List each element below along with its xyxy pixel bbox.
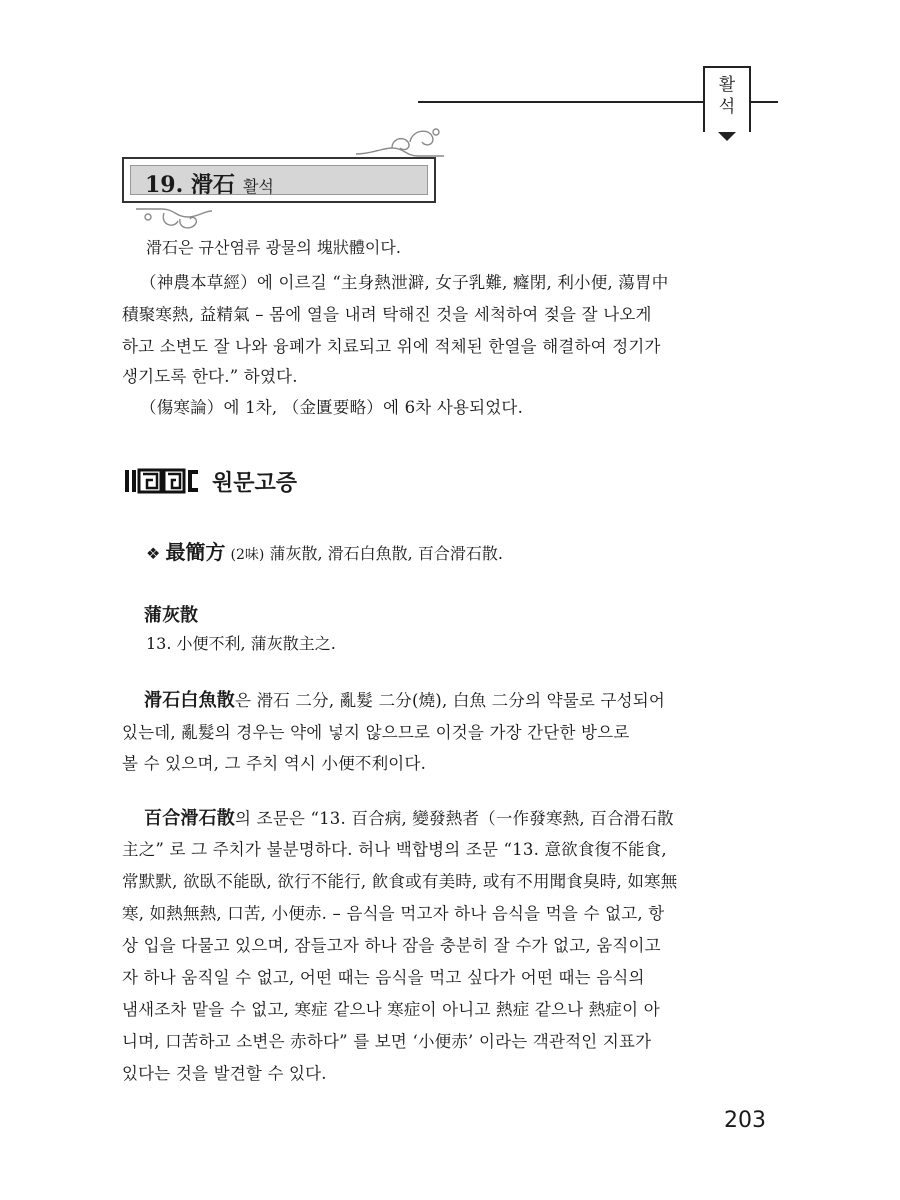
puhui-title: 蒲灰散 — [144, 605, 198, 626]
baihe-huashi-line-9: 있다는 것을 발견할 수 있다. — [122, 1064, 327, 1083]
baihe-huashi-line-1: 百合滑石散의 조문은 “13. 百合病, 變發熱者（一作發寒熱, 百合滑石散 — [144, 808, 674, 829]
simplest-formula-items: 蒲灰散, 滑石白魚散, 百合滑石散. — [269, 544, 503, 563]
simplest-formula-count: (2味) — [230, 547, 265, 563]
simplest-formula-label: 最簡方 — [165, 540, 226, 564]
huashi-baiyu-line-3: 볼 수 있으며, 그 주치 역시 小便不利이다. — [122, 754, 427, 773]
chapter-tab-label: 활 석 — [718, 75, 736, 117]
intro-line-5: 생기도록 한다.” 하였다. — [122, 367, 298, 386]
pattern-icon — [124, 468, 200, 494]
section-heading — [124, 468, 297, 494]
baihe-huashi-line-8: 니며, 口苦하고 소변은 赤하다” 를 보면 ‘小便赤’ 이라는 객관적인 지표가 — [122, 1032, 652, 1051]
baihe-huashi-line-6: 자 하나 움직일 수 없고, 어떤 때는 음식을 먹고 싶다가 어떤 때는 음식의 — [122, 968, 645, 987]
baihe-huashi-line-3: 常默默, 欲臥不能臥, 欲行不能行, 飮食或有美時, 或有不用聞食臭時, 如寒無 — [122, 872, 678, 891]
section-title — [145, 168, 274, 199]
chapter-tab-notch — [718, 132, 736, 141]
intro-line-2: （神農本草經）에 이르길 “主身熱泄澼, 女子乳難, 癃閉, 利小便, 蕩胃中 — [140, 273, 669, 292]
intro-line-6: （傷寒論）에 1차, （金匱要略）에 6차 사용되었다. — [140, 398, 524, 417]
baihe-huashi-line-7: 냄새조차 맡을 수 없고, 寒症 같으나 寒症이 아니고 熱症 같으나 熱症이 아 — [122, 1000, 660, 1019]
section-heading-label: 원문고증 — [212, 470, 298, 496]
intro-line-1: 滑石은 규산염류 광물의 塊狀體이다. — [146, 238, 401, 257]
section-title-panel — [130, 165, 428, 198]
baihe-huashi-line-5: 상 입을 다물고 있으며, 잠들고자 하나 잠을 충분히 잘 수가 없고, 움직이고 — [122, 936, 661, 955]
baihe-huashi-line-4: 寒, 如熱無熱, 口苦, 小便赤. – 음식을 먹고자 하나 음식을 먹을 수 없고, 항 — [122, 904, 665, 923]
huashi-baiyu-line-2: 있는데, 亂髮의 경우는 약에 넣지 않으므로 이것을 가장 간단한 방으로 — [122, 723, 630, 742]
section-title-box — [122, 157, 436, 203]
intro-line-4: 하고 소변도 잘 나와 융폐가 치료되고 위에 적체된 한열을 해결하여 정기가 — [122, 337, 661, 356]
baihe-huashi-term: 百合滑石散 — [144, 808, 235, 829]
huashi-baiyu-term: 滑石白魚散 — [144, 690, 235, 711]
intro-line-3: 積聚寒熱, 益精氣 – 몸에 열을 내려 탁해진 것을 세척하여 젖을 잘 나오게 — [122, 305, 652, 324]
puhui-text: 13. 小便不利, 蒲灰散主之. — [146, 634, 336, 653]
diamond-bullet-icon: ❖ — [146, 544, 161, 563]
page-number: 203 — [724, 1108, 766, 1133]
chapter-tab — [703, 66, 751, 132]
simplest-formula-line — [146, 536, 503, 565]
huashi-baiyu-line-1: 滑石白魚散은 滑石 二分, 亂髮 二分(燒), 白魚 二分의 약물로 구성되어 — [144, 690, 666, 711]
baihe-huashi-line-2: 主之” 로 그 주치가 불분명하다. 허나 백합병의 조문 “13. 意欲食復不能食, — [122, 840, 667, 859]
cloud-ornament-bottom — [134, 203, 214, 233]
section-title-hanja: 19. 滑石 — [145, 172, 235, 198]
section-title-korean: 활석 — [242, 177, 274, 196]
